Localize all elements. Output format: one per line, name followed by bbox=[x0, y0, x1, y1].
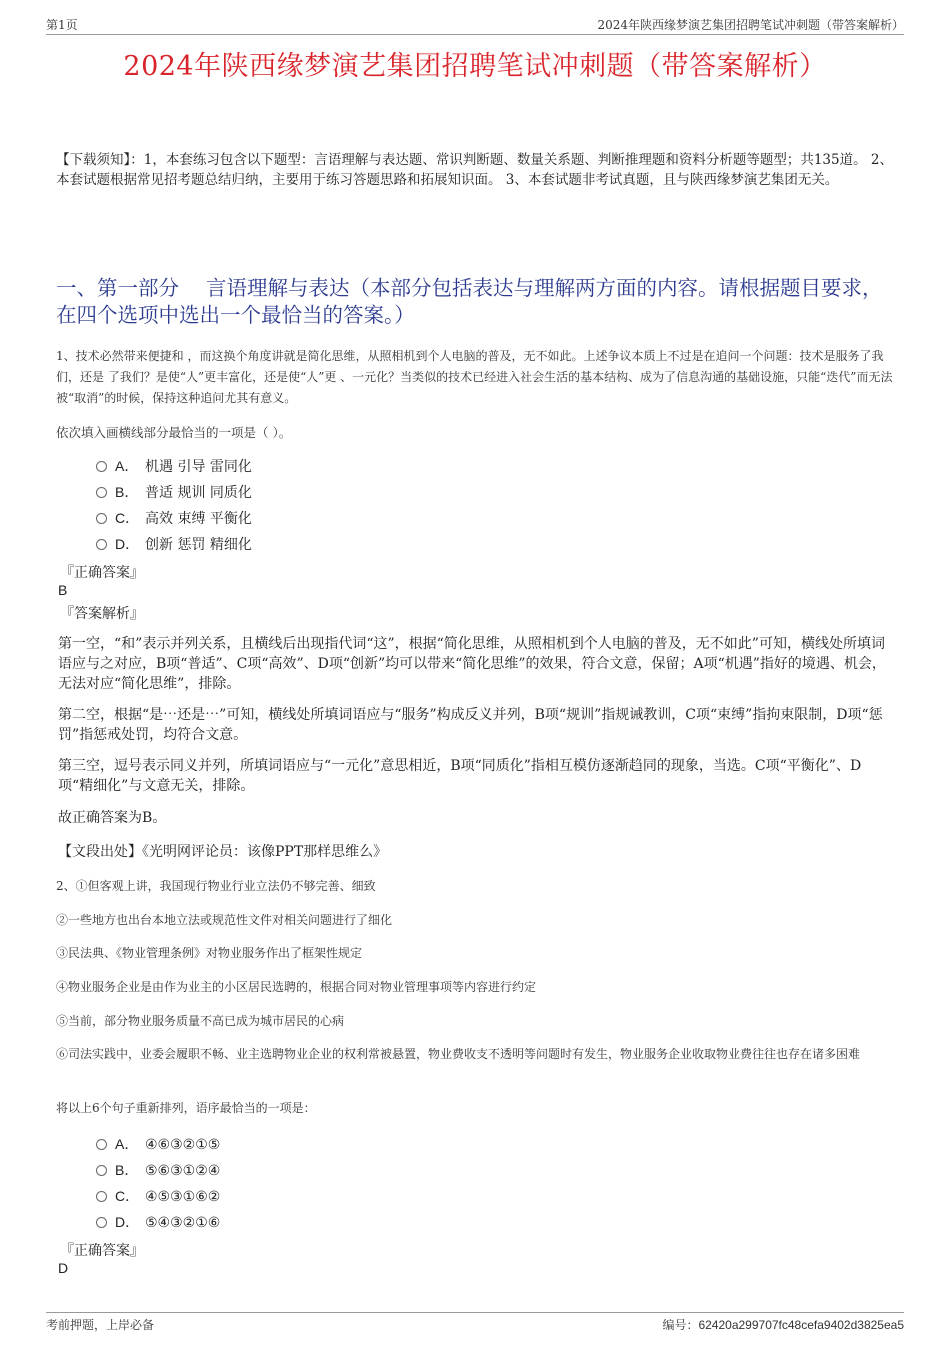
radio-icon[interactable] bbox=[96, 487, 107, 498]
question-2-line-5: ⑤当前，部分物业服务质量不高已成为城市居民的心病 bbox=[56, 1014, 345, 1028]
question-1-option-a[interactable]: A． 机遇 引导 雷同化 bbox=[96, 456, 252, 476]
question-2-line-6: ⑥司法实践中，业委会履职不畅、业主选聘物业企业的权利常被悬置，物业费收支不透明等问题时有发生，物业服务企业收取物业费往往也存在诸多困难 bbox=[56, 1047, 861, 1061]
question-2-answer-label: 『正确答案』 bbox=[60, 1243, 144, 1259]
radio-icon[interactable] bbox=[96, 513, 107, 524]
radio-icon[interactable] bbox=[96, 1217, 107, 1228]
question-2-option-b[interactable]: B． ⑤⑥③①②④ bbox=[96, 1160, 220, 1180]
question-1-analysis-label: 『答案解析』 bbox=[60, 606, 144, 622]
download-notice: 【下载须知】：1，本套练习包含以下题型：言语理解与表达题、常识判断题、数量关系题、判断推理题和资料分析题等题型；共135道。 2、本套试题根据常见招考题总结归纳，主要用于练习答题思路和拓展知识面。 3、本套试题非考试真题，且与陕西缘梦演艺集团无关。 bbox=[56, 152, 893, 188]
question-2-option-a[interactable]: A． ④⑥③②①⑤ bbox=[96, 1134, 220, 1154]
footer-slogan: 考前押题，上岸必备 bbox=[46, 1318, 155, 1332]
question-2-option-c[interactable]: C． ④⑤③①⑥② bbox=[96, 1186, 220, 1206]
analysis-paragraph-3: 第三空，逗号表示同义并列，所填词语应与“一元化”意思相近，B项“同质化”指相互模仿逐渐趋同的现象，当选。C项“平衡化”、D项“精细化”与文意无关，排除。 bbox=[58, 758, 862, 794]
radio-icon[interactable] bbox=[96, 1139, 107, 1150]
question-2-answer: D bbox=[58, 1260, 69, 1276]
question-2-line-4: ④物业服务企业是由作为业主的小区居民选聘的，根据合同对物业管理事项等内容进行约定 bbox=[56, 980, 537, 994]
section-heading: 一、第一部分 言语理解与表达（本部分包括表达与理解两方面的内容。请根据题目要求，在四个选项中选出一个最恰当的答案。） bbox=[56, 276, 883, 327]
question-2-line-3: ③民法典、《物业管理条例》对物业服务作出了框架性规定 bbox=[56, 946, 363, 960]
page-title: 2024年陕西缘梦演艺集团招聘笔试冲刺题（带答案解析） bbox=[123, 51, 827, 82]
question-1-answer: B bbox=[58, 582, 68, 598]
radio-icon[interactable] bbox=[96, 461, 107, 472]
footer-code: 编号：62420a299707fc48cefa9402d3825ea5 bbox=[662, 1318, 904, 1332]
question-1-option-c[interactable]: C． 高效 束缚 平衡化 bbox=[96, 508, 252, 528]
question-1-option-b[interactable]: B． 普适 规训 同质化 bbox=[96, 482, 252, 502]
question-1-text: 1、技术必然带来便捷和 ，而这换个角度讲就是简化思维，从照相机到个人电脑的普及，无不如此。上述争议本质上不过是在追问一个问题：技术是服务了我们，还是 了我们？是使“人”更丰富化，还是使“人”更 、一元化？当类似的技术已经进入社会生活的基本结构、成为了信息沟通的基础设施，只能“迭代”而无法被“取消”的时候，保持这种追问尤其有意义。 bbox=[56, 349, 893, 405]
radio-icon[interactable] bbox=[96, 1191, 107, 1202]
radio-icon[interactable] bbox=[96, 539, 107, 550]
analysis-source: 【文段出处】《光明网评论员：该像PPT那样思维么》 bbox=[58, 844, 388, 860]
question-1-answer-label: 『正确答案』 bbox=[60, 565, 144, 581]
question-1-option-d[interactable]: D． 创新 惩罚 精细化 bbox=[96, 534, 252, 554]
question-2-line-2: ②一些地方也出台本地立法或规范性文件对相关问题进行了细化 bbox=[56, 913, 393, 927]
question-2-line-1: 2、①但客观上讲，我国现行物业行业立法仍不够完善、细致 bbox=[56, 879, 376, 893]
page-header bbox=[46, 14, 904, 35]
question-1-prompt: 依次填入画横线部分最恰当的一项是（ ）。 bbox=[56, 425, 292, 440]
analysis-paragraph-1: 第一空，“和”表示并列关系，且横线后出现指代词“这”，根据“简化思维，从照相机到个人电脑的普及，无不如此”可知，横线处所填词语应与之对应，B项“普适”、C项“高效”、D项“创新”均可以带来“简化思维”的效果，符合文意，保留；A项“机遇”指好的境遇、机会，无法对应“简化思维”，排除。 bbox=[58, 636, 886, 692]
analysis-paragraph-2: 第二空，根据“是⋯还是⋯”可知，横线处所填词语应与“服务”构成反义并列，B项“规训”指规诫教训，C项“束缚”指拘束限制，D项“惩罚”指惩戒处罚，均符合文意。 bbox=[58, 707, 883, 743]
question-2-option-d[interactable]: D． ⑤④③②①⑥ bbox=[96, 1212, 220, 1232]
page-footer bbox=[46, 1312, 904, 1333]
question-2-prompt: 将以上6个句子重新排列，语序最恰当的一项是： bbox=[56, 1101, 316, 1115]
analysis-conclusion: 故正确答案为B。 bbox=[58, 810, 167, 826]
radio-icon[interactable] bbox=[96, 1165, 107, 1176]
header-doc-title: 2024年陕西缘梦演艺集团招聘笔试冲刺题（带答案解析） bbox=[597, 18, 904, 32]
page-number: 第1页 bbox=[46, 18, 78, 32]
